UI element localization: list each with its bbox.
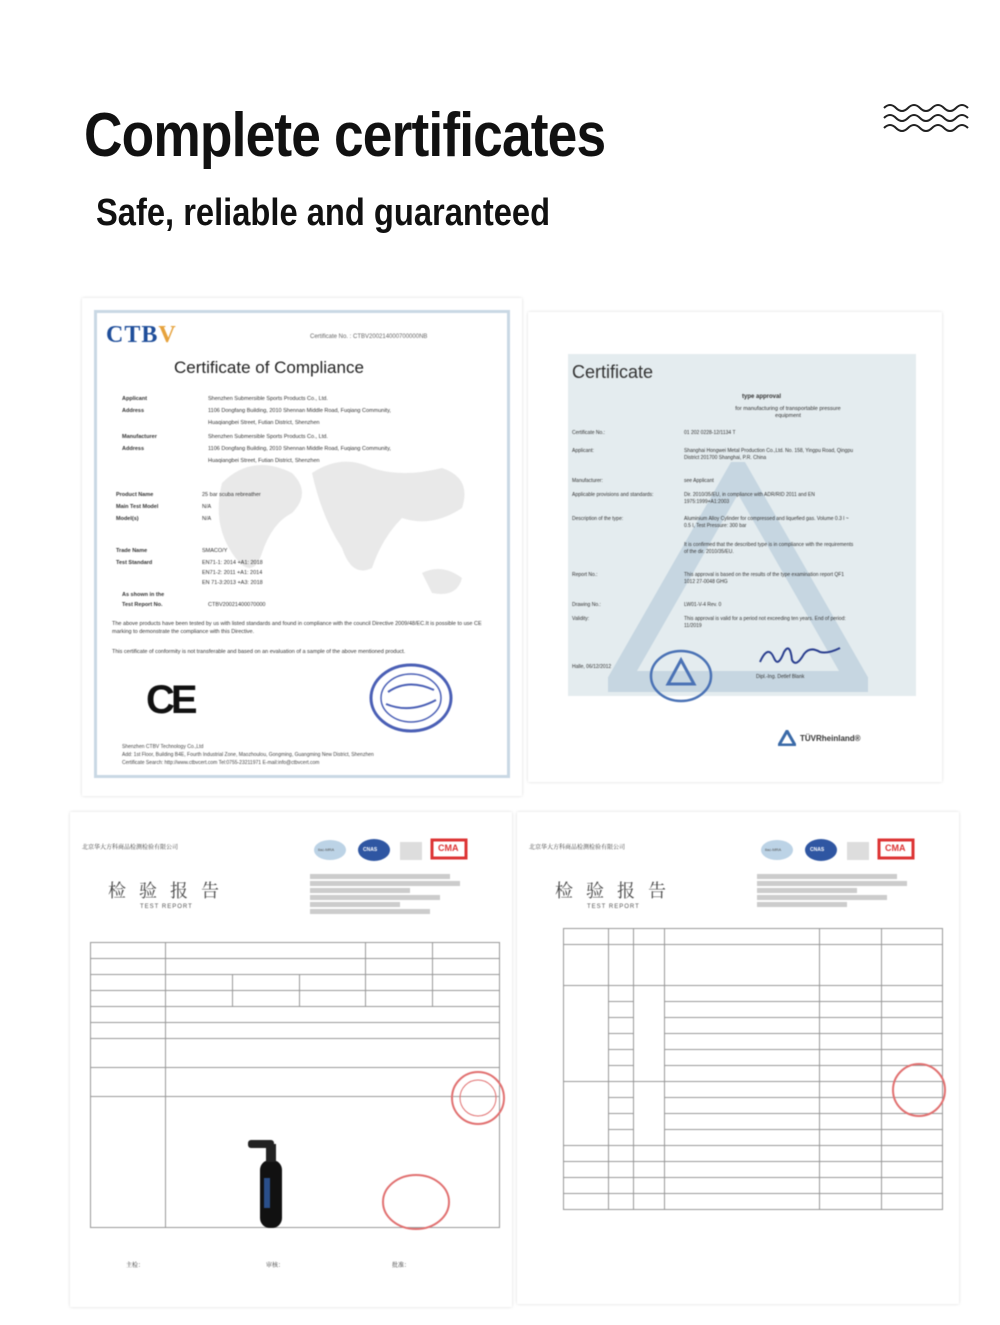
standard-row-3: EN 71-3:2013 +A3: 2018 bbox=[202, 580, 263, 586]
manufacturer-address-row: Address 1106 Dongfang Building, 2010 Shennan Middle Road, Fuqiang Community, bbox=[122, 446, 391, 452]
manufacturer-address-cont: Huaqiangbei Street, Futian District, Shenzhen bbox=[208, 458, 320, 464]
report-subtitle: TEST REPORT bbox=[587, 904, 640, 910]
report-subtitle: TEST REPORT bbox=[140, 904, 193, 910]
place-date: Halle, 06/12/2012 bbox=[572, 664, 612, 670]
ctbv-footer bbox=[122, 743, 512, 767]
certificate-title: Certificate of Compliance bbox=[174, 358, 364, 377]
signature bbox=[756, 642, 846, 672]
logo-label-cma: CMA bbox=[885, 843, 906, 853]
report-title: 检 验 报 告 bbox=[108, 881, 224, 901]
sign-reviewer: 审核： bbox=[266, 1263, 285, 1269]
footer-company: Shenzhen CTBV Technology Co.,Ltd bbox=[122, 744, 204, 750]
tuv-brand: TÜVRheinland® bbox=[800, 734, 861, 743]
sign-inspector: 主检： bbox=[126, 1263, 145, 1269]
logo-label-ilac: ilac-MRA bbox=[318, 847, 335, 852]
main-model-row: Main Test Model N/A bbox=[116, 504, 212, 510]
applicant-row: Applicant Shenzhen Submersible Sports Products Co., Ltd. bbox=[122, 396, 328, 402]
address-row: Address 1106 Dongfang Building, 2010 Shennan Middle Road, Fuqiang Community, bbox=[122, 408, 391, 414]
page-title: Complete certificates bbox=[84, 101, 606, 170]
results-table bbox=[563, 928, 943, 1210]
standard-row-2: EN71-2: 2011 +A1: 2014 bbox=[202, 570, 263, 576]
report-info-lines bbox=[757, 872, 937, 909]
product-row: Product Name 25 bar scuba rebreather bbox=[116, 492, 261, 498]
accreditation-logos bbox=[757, 836, 957, 866]
trade-row: Trade Name SMACO/Y bbox=[116, 548, 228, 554]
standard-row: Test Standard EN71-1: 2014 +A1: 2018 bbox=[116, 560, 263, 566]
type-approval-heading: type approval bbox=[742, 394, 782, 400]
test-report-2 bbox=[517, 812, 959, 1304]
certificate-number: Certificate No. : CTBV200214000700000NB bbox=[310, 334, 428, 340]
red-stamp bbox=[380, 1172, 452, 1232]
compliance-paragraph: The above products have been tested by us with listed standards and found in compliance with the council Directive 2009/48/EC.It is possible to use CE marking to demonstrate the compliance with this Directive. bbox=[112, 621, 482, 635]
logo-label-cnas: CNAS bbox=[810, 847, 825, 853]
ctbv-stamp bbox=[368, 662, 454, 734]
conformity-paragraph: This certificate of conformity is not transferable and based on an evaluation of a sample of the above mentioned product. bbox=[112, 649, 406, 655]
ctbv-certificate bbox=[82, 298, 522, 796]
tuv-logo-icon bbox=[778, 730, 796, 746]
report-org: 北京华大方科商品检测检验有限公司 bbox=[529, 845, 626, 851]
report-info-lines bbox=[310, 872, 490, 916]
red-stamp bbox=[448, 1068, 508, 1128]
certificate-title: Certificate bbox=[572, 362, 654, 382]
test-report-1 bbox=[70, 812, 512, 1307]
footer-contact: Certificate Search: http://www.ctbvcert.com Tel:0755-23211971 E-mail:info@ctbvcert.com bbox=[122, 760, 320, 766]
ctbv-logo: CTBV bbox=[106, 322, 177, 348]
report-title: 检 验 报 告 bbox=[555, 881, 671, 901]
address-row-cont: Huaqiangbei Street, Futian District, Shenzhen bbox=[208, 420, 320, 426]
ce-mark: CE bbox=[146, 678, 194, 722]
report-no-row: Test Report No. CTBV20021400070000 bbox=[122, 602, 266, 608]
shown-label: As shown in the bbox=[122, 592, 165, 598]
report-org: 北京华大方科商品检测检验有限公司 bbox=[82, 845, 179, 851]
model-row: Model(s) N/A bbox=[116, 516, 212, 522]
type-approval-subheading: for manufacturing of transportable pressure equipment bbox=[735, 406, 841, 419]
logo-label-ilac: ilac-MRA bbox=[765, 847, 782, 852]
wave-icon bbox=[882, 100, 976, 136]
page-subtitle: Safe, reliable and guaranteed bbox=[96, 192, 551, 234]
logo-label-cnas: CNAS bbox=[363, 847, 378, 853]
logo-label-cma: CMA bbox=[438, 843, 459, 853]
red-stamp bbox=[889, 1060, 949, 1120]
tuv-seal bbox=[648, 648, 714, 704]
sign-approver: 批准： bbox=[392, 1263, 411, 1269]
accreditation-logos bbox=[310, 836, 510, 866]
tuv-certificate: Certificate type approval for manufacturing of transportable pressure equipment Certificate No.: 01 202 0228-12/1134 T Applicant: Shanghai Hongwei Metal Production Co.,Ltd. No. 158, Yingpu Road, Qingpu District 201700 Shanghai, P.R. China Manufacturer: see Applicant Applicable provisions and standards: Dir. 2010/35/EU, in compliance with ADR/RID 2011 and EN 1975:1999+A1:2003 Description of the type: Aluminium Alloy Cylinder for compressed and liquefied gas. Volume 0.3 l ~ 0.5 l, Test Pressure: 300 bar It is confirmed that the described type is in compliance with the requirements of the dir. 2010/35/EU. Report No.: This approval is based on the results of the type examination report QF1 1012 27-0048 GHG Drawing No.: LW01-V-4 Rev. 0 Validity: This approval is valid for a period not exceeding ten years. End of period: 11/2019 Halle, 06/12/2012 Dipl.-Ing. Detlef Blank TÜVRheinland® bbox=[528, 312, 942, 782]
signer-name: Dipl.-Ing. Detlef Blank bbox=[756, 674, 805, 680]
product-image bbox=[240, 1130, 300, 1230]
manufacturer-row: Manufacturer Shenzhen Submersible Sports Products Co., Ltd. bbox=[122, 434, 328, 440]
footer-address: Add: 1st Floor, Building B4E, Fourth Industrial Zone, Maozhoulou, Gongming, Guangming New District, Shenzhen bbox=[122, 752, 374, 758]
